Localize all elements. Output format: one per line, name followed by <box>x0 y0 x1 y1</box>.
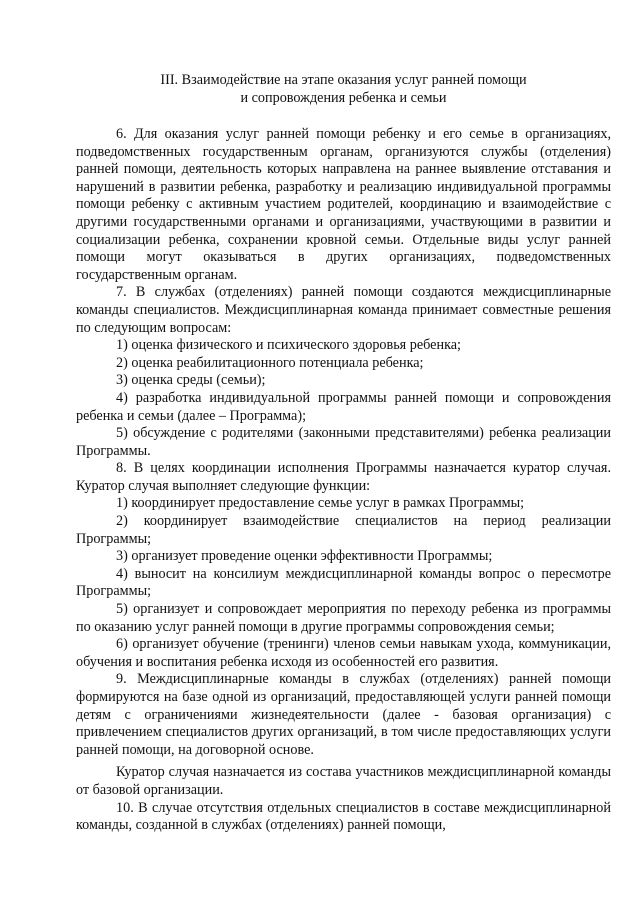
paragraph-curator: Куратор случая назначается из состава участников междисциплинарной команды от базовой организации. <box>76 764 611 798</box>
section-heading <box>76 72 611 107</box>
paragraph-7: 7. В службах (отделениях) ранней помощи создаются междисциплинарные команды специалистов. Междисциплинарная команда принимает совместные решения по следующим вопросам: <box>76 284 611 336</box>
list-item-8-3: 3) организует проведение оценки эффективности Программы; <box>116 548 493 565</box>
list-item-8-2: 2) координирует взаимодействие специалистов на период реализации Программы; <box>76 513 611 547</box>
list-item-8-1: 1) координирует предоставление семье услуг в рамках Программы; <box>116 495 525 512</box>
list-item-8-5: 5) организует и сопровождает мероприятия по переходу ребенка из программы по оказанию услуг ранней помощи в другие программы сопровождения семьи; <box>76 601 611 635</box>
paragraph-6: 6. Для оказания услуг ранней помощи ребенку и его семье в организациях, подведомственных государственным органам, организуются службы (отделения) ранней помощи, деятельность которых направлена на раннее выявление отставания и нарушений в развитии ребенка, разработку и реализацию индивидуальной программы помощи ребенку с активным участием родителей, координацию и взаимодействие с другими государственными органами и организациями, участвующими в развитии и социализации ребенка, сохранении кровной семьи. Отдельные виды услуг ранней помощи могут оказываться в других организациях, подведомственных государственным органам. <box>76 126 611 283</box>
section-heading-line-1: III. Взаимодействие на этапе оказания услуг ранней помощи <box>160 72 527 88</box>
document-body <box>76 126 611 835</box>
list-item-7-5: 5) обсуждение с родителями (законными представителями) ребенка реализации Программы. <box>76 425 611 459</box>
list-item-7-1: 1) оценка физического и психического здоровья ребенка; <box>116 337 461 354</box>
list-item-7-4: 4) разработка индивидуальной программы ранней помощи и сопровождения ребенка и семьи (далее – Программа); <box>76 389 611 424</box>
list-item-7-3: 3) оценка среды (семьи); <box>116 372 266 389</box>
list-item-8-4: 4) выносит на консилиум междисциплинарной команды вопрос о пересмотре Программы; <box>76 565 611 600</box>
paragraph-8: 8. В целях координации исполнения Программы назначается куратор случая. Куратор случая выполняет следующие функции: <box>76 460 611 494</box>
list-item-7-2: 2) оценка реабилитационного потенциала ребенка; <box>116 354 424 371</box>
paragraph-9: 9. Междисциплинарные команды в службах (отделениях) ранней помощи формируются на базе одной из организаций, предоставляющей услуги ранней помощи детям с ограничениями жизнедеятельности (далее - базовая организация) с привлечением специалистов других организаций, в том числе предоставляющих услуги ранней помощи, на договорной основе. <box>76 671 611 758</box>
paragraph-10: 10. В случае отсутствия отдельных специалистов в составе междисциплинарной команды, созданной в службах (отделениях) ранней помощи, <box>76 799 611 834</box>
list-item-8-6: 6) организует обучение (тренинги) членов семьи навыкам ухода, коммуникации, обучения и воспитания ребенка исходя из особенностей его развития. <box>76 636 611 670</box>
section-heading-line-2: и сопровождения ребенка и семьи <box>240 89 447 106</box>
